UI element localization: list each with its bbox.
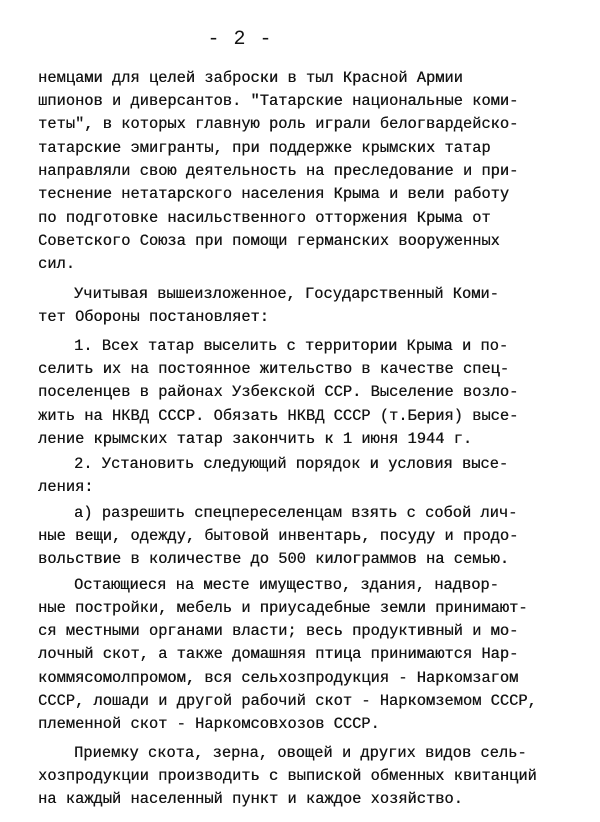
text-line: сил. xyxy=(38,255,75,273)
text-line: тет Обороны постановляет: xyxy=(38,308,269,326)
text-line: Приемку скота, зерна, овощей и других видов сель- xyxy=(74,744,527,762)
text-line: Остающиеся на месте имущество, здания, надвор- xyxy=(74,576,499,594)
text-line: ления: xyxy=(38,478,94,496)
text-line: селить их на постоянное жительство в качестве спец- xyxy=(38,360,510,378)
text-line: ся местными органами власти; весь продуктивный и мо- xyxy=(38,622,519,640)
text-line: теснение нетатарского населения Крыма и вели работу xyxy=(38,185,510,203)
text-line: племенной скот - Наркомсовхозов СССР. xyxy=(38,715,380,733)
text-line: вольствие в количестве до 500 килограммов на семью. xyxy=(38,550,510,568)
text-line: ление крымских татар закончить к 1 июня 1944 г. xyxy=(38,430,473,448)
text-line: ные постройки, мебель и приусадебные земли принимают- xyxy=(38,599,528,617)
text-line: коммясомолпромом, вся сельхозпродукция - Наркомзагом xyxy=(38,669,519,687)
text-line: немцами для целей заброски в тыл Красной Армии xyxy=(38,69,463,87)
text-line: татарские эмигранты, при поддержке крымских татар xyxy=(38,139,491,157)
text-line: на каждый населенный пункт и каждое хозяйство. xyxy=(38,790,463,808)
text-line: по подготовке насильственного отторжения Крыма от xyxy=(38,209,491,227)
text-line: жить на НКВД СССР. Обязать НКВД СССР (т.Берия) высе- xyxy=(38,407,519,425)
text-line: СССР, лошади и другой рабочий скот - Наркомземом СССР, xyxy=(38,692,537,710)
text-line: Советского Союза при помощи германских вооруженных xyxy=(38,232,500,250)
text-line: а) разрешить спецпереселенцам взять с собой лич- xyxy=(74,504,518,522)
text-line: теты", в которых главную роль играли белогвардейско- xyxy=(38,115,519,133)
text-line: 1. Всех татар выселить с территории Крыма и по- xyxy=(74,337,509,355)
text-line: 2. Установить следующий порядок и условия высе- xyxy=(74,455,509,473)
text-line: шпионов и диверсантов. "Татарские национальные коми- xyxy=(38,92,519,110)
text-line: ные вещи, одежду, бытовой инвентарь, посуду и продо- xyxy=(38,527,519,545)
text-line: хозпродукции производить с выпиской обменных квитанций xyxy=(38,767,537,785)
text-line: лочный скот, а также домашняя птица принимаются Нар- xyxy=(38,645,519,663)
text-line: направляли свою деятельность на преследование и при- xyxy=(38,162,519,180)
text-line: поселенцев в районах Узбекской ССР. Выселение возло- xyxy=(38,383,519,401)
page-number: - 2 - xyxy=(207,28,273,51)
text-line: Учитывая вышеизложенное, Государственный Коми- xyxy=(74,285,499,303)
